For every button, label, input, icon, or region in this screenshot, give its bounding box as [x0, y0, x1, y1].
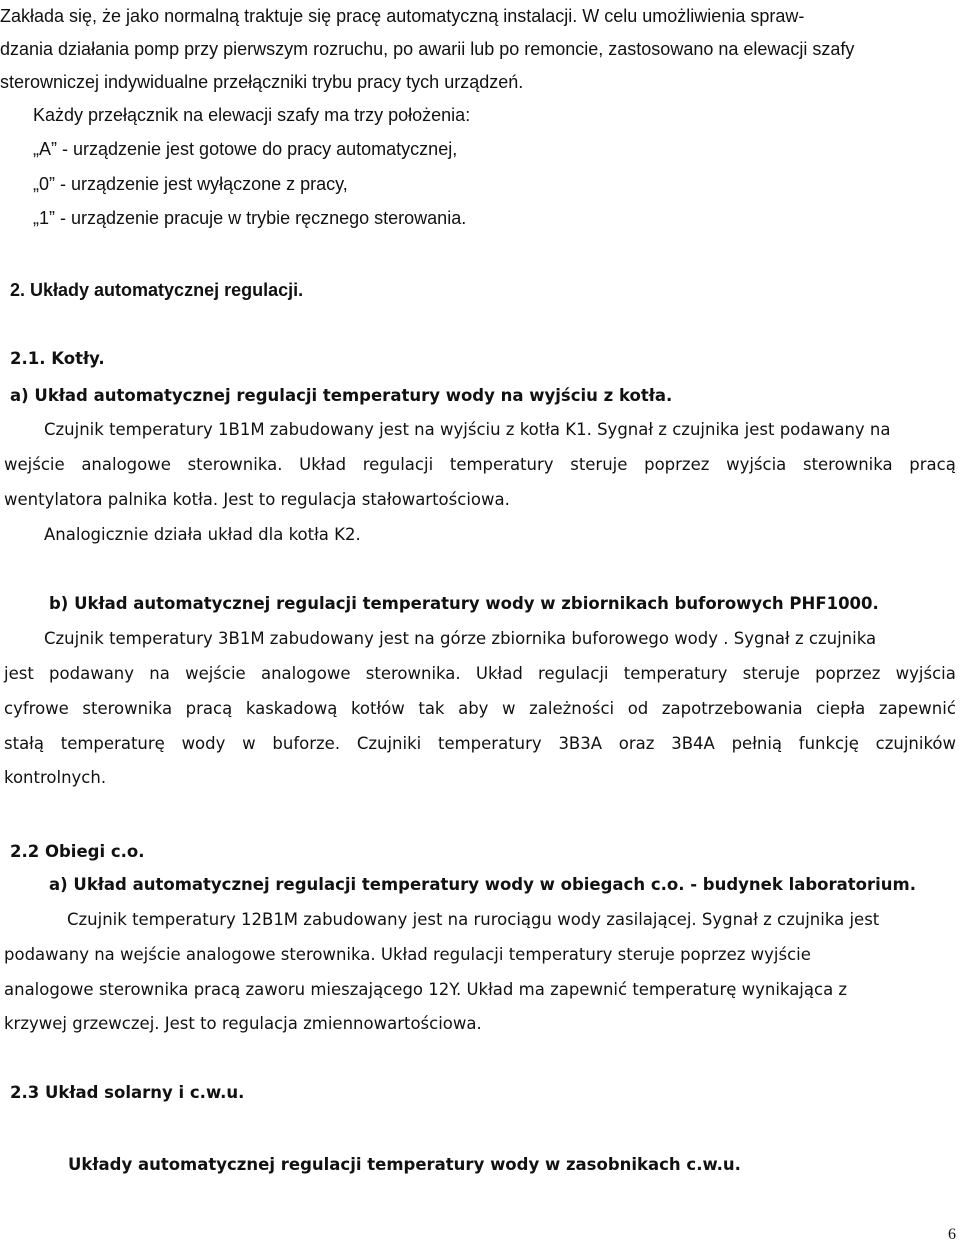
section-2-2-a-line-3: analogowe sterownika pracą zaworu mieszającego 12Y. Układ ma zapewnić temperaturę wynikająca z: [4, 980, 848, 999]
section-2-2-a-heading: a) Układ automatycznej regulacji temperatury wody w obiegach c.o. - budynek laboratorium.: [49, 875, 917, 894]
section-2-1-a-heading: a) Układ automatycznej regulacji temperatury wody na wyjściu z kotła.: [10, 386, 673, 405]
intro-line-1: Zakłada się, że jako normalną traktuje się pracę automatyczną instalacji. W celu umożliwienia spraw-: [0, 6, 805, 26]
switch-position-a: „A” - urządzenie jest gotowe do pracy automatycznej,: [33, 139, 458, 159]
section-2-1-b-line-5: kontrolnych.: [4, 768, 107, 787]
section-2-1-a-line-2: wejście analogowe sterownika. Układ regulacji temperatury steruje poprzez wyjścia sterownika pracą: [4, 455, 956, 474]
section-2-2-a-line-4: krzywej grzewczej. Jest to regulacja zmiennowartościowa.: [4, 1014, 482, 1033]
section-2-1-a-line-3: wentylatora palnika kotła. Jest to regulacja stałowartościowa.: [4, 490, 510, 509]
switch-intro: Każdy przełącznik na elewacji szafy ma trzy położenia:: [33, 105, 471, 125]
section-2-1-a-line-4: Analogicznie działa układ dla kotła K2.: [44, 525, 361, 544]
section-2-1-b-heading: b) Układ automatycznej regulacji temperatury wody w zbiornikach buforowych PHF1000.: [49, 594, 879, 613]
section-2-1-a-line-1: Czujnik temperatury 1B1M zabudowany jest na wyjściu z kotła K1. Sygnał z czujnika jest podawany na: [44, 420, 891, 439]
intro-line-2: dzania działania pomp przy pierwszym rozruchu, po awarii lub po remoncie, zastosowano na elewacji szafy: [0, 39, 855, 59]
section-2-heading: 2. Układy automatycznej regulacji.: [10, 280, 304, 300]
section-2-3-subheading: Układy automatycznej regulacji temperatury wody w zasobnikach c.w.u.: [68, 1155, 741, 1174]
section-2-1-b-line-3: cyfrowe sterownika pracą kaskadową kotłów tak aby w zależności od zapotrzebowania ciepła zapewnić: [4, 699, 956, 718]
section-2-1-b-line-4: stałą temperaturę wody w buforze. Czujniki temperatury 3B3A oraz 3B4A pełnią funkcję czujników: [4, 734, 956, 753]
section-2-1-b-line-1: Czujnik temperatury 3B1M zabudowany jest na górze zbiornika buforowego wody . Sygnał z czujnika: [44, 629, 877, 648]
section-2-2-a-line-2: podawany na wejście analogowe sterownika. Układ regulacji temperatury steruje poprzez wyjście: [4, 945, 811, 964]
section-2-3-heading: 2.3 Układ solarny i c.w.u.: [10, 1083, 245, 1102]
switch-position-0: „0” - urządzenie jest wyłączone z pracy,: [33, 174, 348, 194]
section-2-1-heading: 2.1. Kotły.: [10, 349, 105, 368]
section-2-1-b-line-2: jest podawany na wejście analogowe sterownika. Układ regulacji temperatury steruje poprzez wyjścia: [4, 664, 956, 683]
page-number: 6: [948, 1226, 956, 1243]
section-2-2-a-line-1: Czujnik temperatury 12B1M zabudowany jest na rurociągu wody zasilającej. Sygnał z czujnika jest: [67, 910, 880, 929]
section-2-2-heading: 2.2 Obiegi c.o.: [10, 842, 145, 861]
switch-position-1: „1” - urządzenie pracuje w trybie ręcznego sterowania.: [33, 208, 467, 228]
intro-line-3: sterowniczej indywidualne przełączniki trybu pracy tych urządzeń.: [0, 72, 524, 92]
